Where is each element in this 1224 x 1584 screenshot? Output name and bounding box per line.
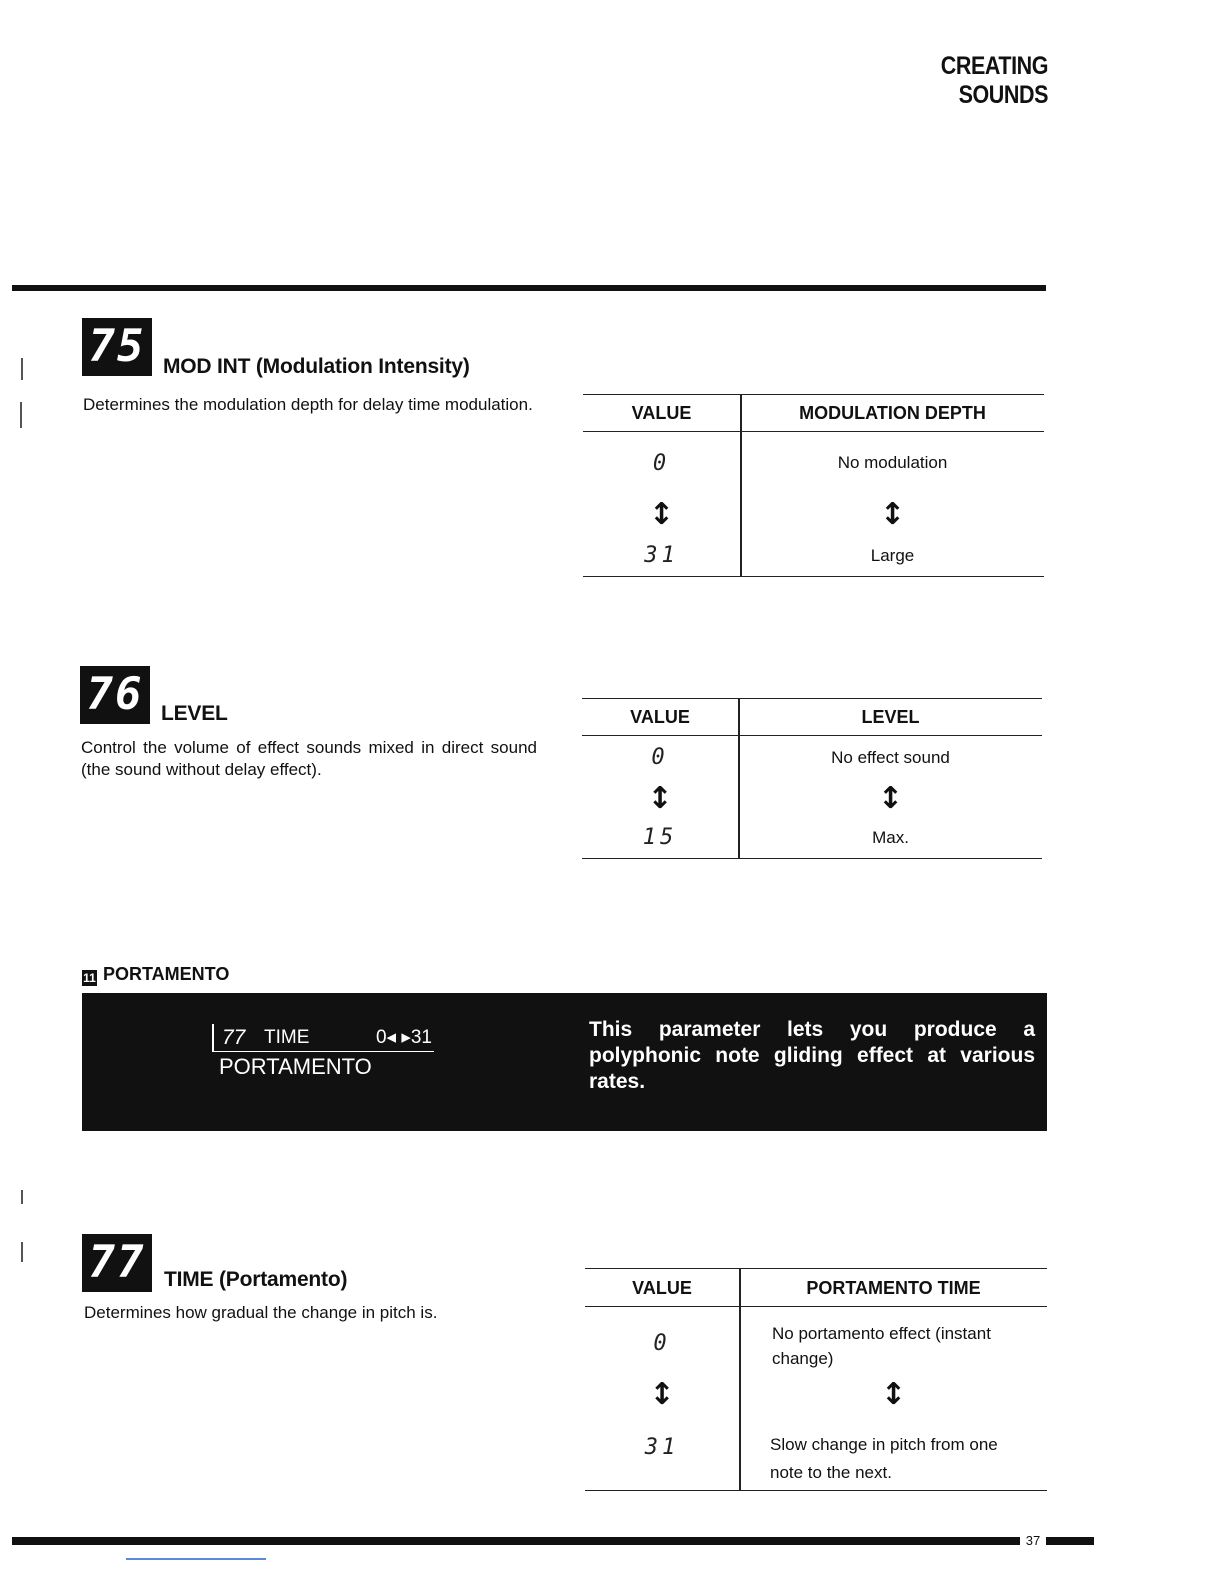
margin-mark — [21, 358, 23, 380]
section-title — [82, 964, 229, 986]
lcd-param-range: 0◂ ▸31 — [375, 1027, 432, 1048]
up-down-arrow-icon: ↕ — [647, 781, 673, 816]
min-label: No modulation — [837, 453, 948, 472]
value-column-header: VALUE — [631, 403, 692, 423]
up-down-arrow-icon: ↕ — [879, 497, 906, 532]
min-value: 0 — [653, 1331, 671, 1356]
param-description: Determines how gradual the change in pitch is. — [84, 1303, 438, 1322]
param-description: Control the volume of effect sounds mixed in direct sound (the sound without delay effect). — [81, 738, 537, 779]
value-table — [582, 698, 1042, 859]
bottom-divider — [12, 1537, 1020, 1545]
section-marker: 11 — [83, 971, 96, 985]
margin-mark — [21, 1190, 23, 1204]
param-title: TIME (Portamento) — [164, 1268, 348, 1291]
lcd-param-number: 77 — [222, 1026, 246, 1049]
param-title: MOD INT (Modulation Intensity) — [163, 355, 470, 378]
top-divider — [12, 285, 1046, 291]
lcd-line-2: PORTAMENTO — [219, 1054, 372, 1079]
param-number-badge: 77 — [82, 1234, 152, 1292]
value-column-header: VALUE — [630, 707, 690, 727]
lcd-display — [212, 1024, 434, 1082]
margin-mark — [21, 1242, 23, 1262]
page-header-title: CREATING SOUNDS — [940, 52, 1048, 109]
max-label: Max. — [872, 828, 909, 847]
param-number-badge: 75 — [82, 318, 152, 376]
scan-underline — [126, 1558, 266, 1560]
effect-column-header: LEVEL — [861, 707, 920, 727]
max-value: 31 — [644, 1435, 680, 1460]
param-description: Determines the modulation depth for delay time modulation. — [83, 395, 533, 414]
lcd-param-name: TIME — [264, 1027, 310, 1048]
max-label: Slow change in pitch from one note to the next. — [770, 1435, 998, 1482]
bottom-divider-tail — [1046, 1537, 1094, 1545]
section-title-text: PORTAMENTO — [103, 964, 230, 984]
max-label: Large — [870, 546, 915, 565]
up-down-arrow-icon: ↕ — [649, 1377, 675, 1412]
effect-column-header: PORTAMENTO TIME — [806, 1278, 981, 1298]
value-column-header: VALUE — [632, 1278, 692, 1298]
up-down-arrow-icon: ↕ — [880, 1377, 907, 1412]
lcd-line-1 — [212, 1024, 434, 1052]
effect-column-header: MODULATION DEPTH — [799, 403, 986, 423]
param-number-badge: 76 — [80, 666, 150, 724]
up-down-arrow-icon: ↕ — [877, 781, 904, 816]
max-value: 31 — [644, 543, 679, 568]
min-label: No portamento effect (instant change) — [772, 1324, 991, 1368]
value-table — [585, 1268, 1047, 1491]
page-number: 37 — [1025, 1533, 1041, 1548]
param-title: LEVEL — [161, 702, 228, 725]
max-value: 15 — [642, 825, 678, 850]
min-value: 0 — [651, 745, 669, 770]
banner-description: This parameter lets you produce a polyphonic note gliding effect at various rates. — [589, 1018, 1035, 1093]
min-label: No effect sound — [831, 748, 950, 767]
margin-mark — [20, 402, 22, 428]
value-table — [583, 394, 1044, 577]
up-down-arrow-icon: ↕ — [648, 497, 675, 532]
min-value: 0 — [652, 451, 671, 476]
